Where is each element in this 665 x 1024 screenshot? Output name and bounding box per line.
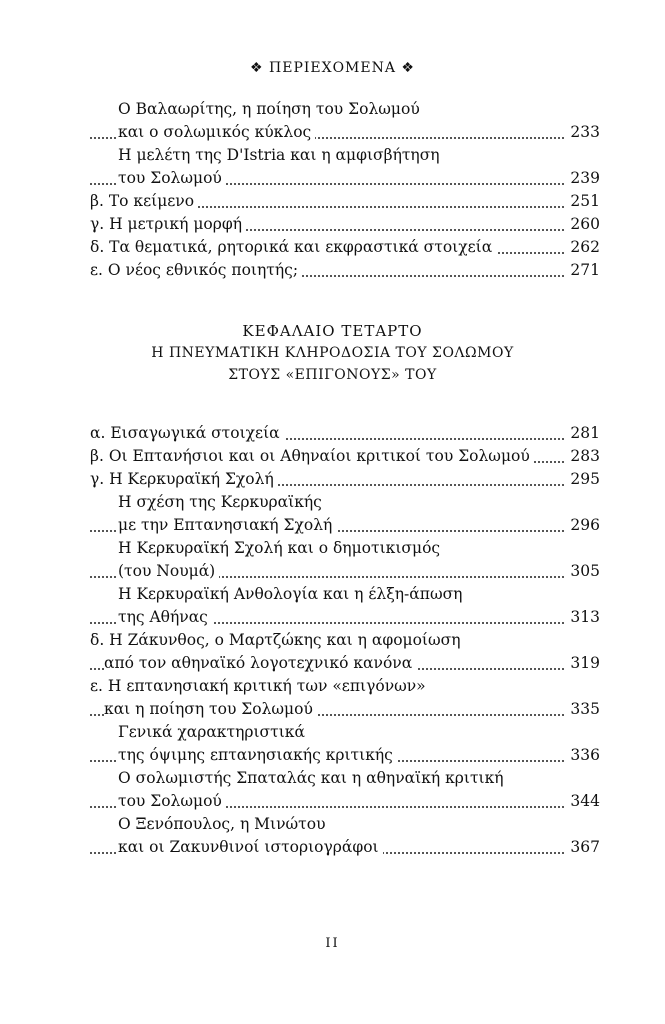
toc-entry-label: β. Το κείμενο <box>90 192 198 210</box>
toc-entry-page: 271 <box>564 259 600 282</box>
chapter-title: ΚΕΦΑΛΑΙΟ ΤΕΤΑΡΤΟ <box>242 322 423 340</box>
toc-entry <box>90 836 600 859</box>
toc-entry <box>90 744 600 767</box>
toc-entry-page: 296 <box>564 514 600 537</box>
toc-entry-label: ε. Ο νέος εθνικός ποιητής; <box>90 261 302 279</box>
toc-entry <box>90 213 600 236</box>
chapter-subtitle-line1: Η ΠΝΕΥΜΑΤΙΚΗ ΚΛΗΡΟΔΟΣΙΑ ΤΟΥ ΣΟΛΩΜΟΥ <box>151 345 514 361</box>
toc-entry <box>90 144 600 167</box>
toc-entry-label: της όψιμης επτανησιακής κριτικής <box>118 746 397 764</box>
toc-entry <box>90 236 600 259</box>
toc-entry-label: Ο σολωμιστής Σπαταλάς και η αθηναϊκή κριτική <box>118 769 508 787</box>
toc-entry-page: 305 <box>564 560 600 583</box>
toc-entry <box>90 121 600 144</box>
toc-entry-label: Η σχέση της Κερκυραϊκής <box>118 493 326 511</box>
toc-entry <box>90 675 600 698</box>
toc-entry-page: 335 <box>564 698 600 721</box>
toc-entry-label: ε. Η επτανησιακή κριτική των «επιγόνων» <box>90 677 430 695</box>
toc-entry <box>90 652 600 675</box>
toc-entry-page: 367 <box>564 836 600 859</box>
toc-entry <box>90 606 600 629</box>
toc-entry-label: β. Οι Επτανήσιοι και οι Αθηναίοι κριτικοί του Σολωμού <box>90 447 534 465</box>
toc-entry-label: δ. Τα θεματικά, ρητορικά και εκφραστικά στοιχεία <box>90 238 496 256</box>
toc-entry <box>90 259 600 282</box>
toc-entry <box>90 767 600 790</box>
toc-entry-label: (του Νουμά) <box>118 562 219 580</box>
toc-entry-page: 283 <box>564 445 600 468</box>
toc-entry-page: 260 <box>564 213 600 236</box>
toc-entry-label: δ. Η Ζάκυνθος, ο Μαρτζώκης και η αφομοίωση <box>90 631 465 649</box>
toc-entry-page: 281 <box>564 422 600 445</box>
toc-entry <box>90 583 600 606</box>
toc-entry-page: 319 <box>564 652 600 675</box>
toc-entry-page: 239 <box>564 167 600 190</box>
toc-entry-label: με την Επτανησιακή Σχολή <box>118 516 336 534</box>
toc-entry-label: γ. Η μετρική μορφή <box>90 215 246 233</box>
toc-entry <box>90 790 600 813</box>
toc-entry-label: του Σολωμού <box>118 792 226 810</box>
toc-entry-label: Η Κερκυραϊκή Σχολή και ο δημοτικισμός <box>118 539 444 557</box>
toc-entry-label: της Αθήνας <box>118 608 212 626</box>
toc-entry <box>90 698 600 721</box>
toc-entry-label: α. Εισαγωγικά στοιχεία <box>90 424 284 442</box>
toc-entry-label: Η Κερκυραϊκή Ανθολογία και η έλξη-άπωση <box>118 585 466 603</box>
toc-entry <box>90 445 600 468</box>
toc-entry-label: Ο Ξενόπουλος, η Μινώτου <box>118 815 330 833</box>
toc-entry <box>90 514 600 537</box>
toc-entry-page: 251 <box>564 190 600 213</box>
toc-entry-page: 344 <box>564 790 600 813</box>
toc-entry-label: Η μελέτη της D'Istria και η αμφισβήτηση <box>118 146 444 164</box>
toc-entry-page: 262 <box>564 236 600 259</box>
page-number: ΙΙ <box>325 936 340 951</box>
toc-entry-label: του Σολωμού <box>118 169 226 187</box>
toc-entry-page: 295 <box>564 468 600 491</box>
toc-section-1 <box>90 98 600 282</box>
toc-entry <box>90 813 600 836</box>
toc-entry <box>90 537 600 560</box>
toc-entry <box>90 491 600 514</box>
toc-entry <box>90 560 600 583</box>
toc-entry <box>90 629 600 652</box>
toc-entry <box>90 190 600 213</box>
toc-entry <box>90 721 600 744</box>
toc-entry <box>90 98 600 121</box>
running-head: ❖ ΠΕΡΙΕΧΟΜΕΝΑ ❖ <box>250 60 415 76</box>
toc-entry <box>90 422 600 445</box>
toc-entry-page: 233 <box>564 121 600 144</box>
toc-entry-page: 336 <box>564 744 600 767</box>
toc-entry-label: Ο Βαλαωρίτης, η ποίηση του Σολωμού <box>118 100 424 118</box>
toc-entry-label: Γενικά χαρακτηριστικά <box>118 723 309 741</box>
chapter-heading <box>0 320 665 386</box>
toc-section-2 <box>90 422 600 859</box>
chapter-subtitle-line2: ΣΤΟΥΣ «ΕΠΙΓΟΝΟΥΣ» ΤΟΥ <box>228 367 437 383</box>
toc-entry-label: και οι Ζακυνθινοί ιστοριογράφοι <box>118 838 383 856</box>
toc-entry <box>90 468 600 491</box>
toc-entry-label: και ο σολωμικός κύκλος <box>118 123 315 141</box>
toc-entry-page: 313 <box>564 606 600 629</box>
toc-entry-label: γ. Η Κερκυραϊκή Σχολή <box>90 470 278 488</box>
toc-entry-label: και η ποίηση του Σολωμού <box>104 700 317 718</box>
toc-entry-label: από τον αθηναϊκό λογοτεχνικό κανόνα <box>104 654 416 672</box>
toc-entry <box>90 167 600 190</box>
